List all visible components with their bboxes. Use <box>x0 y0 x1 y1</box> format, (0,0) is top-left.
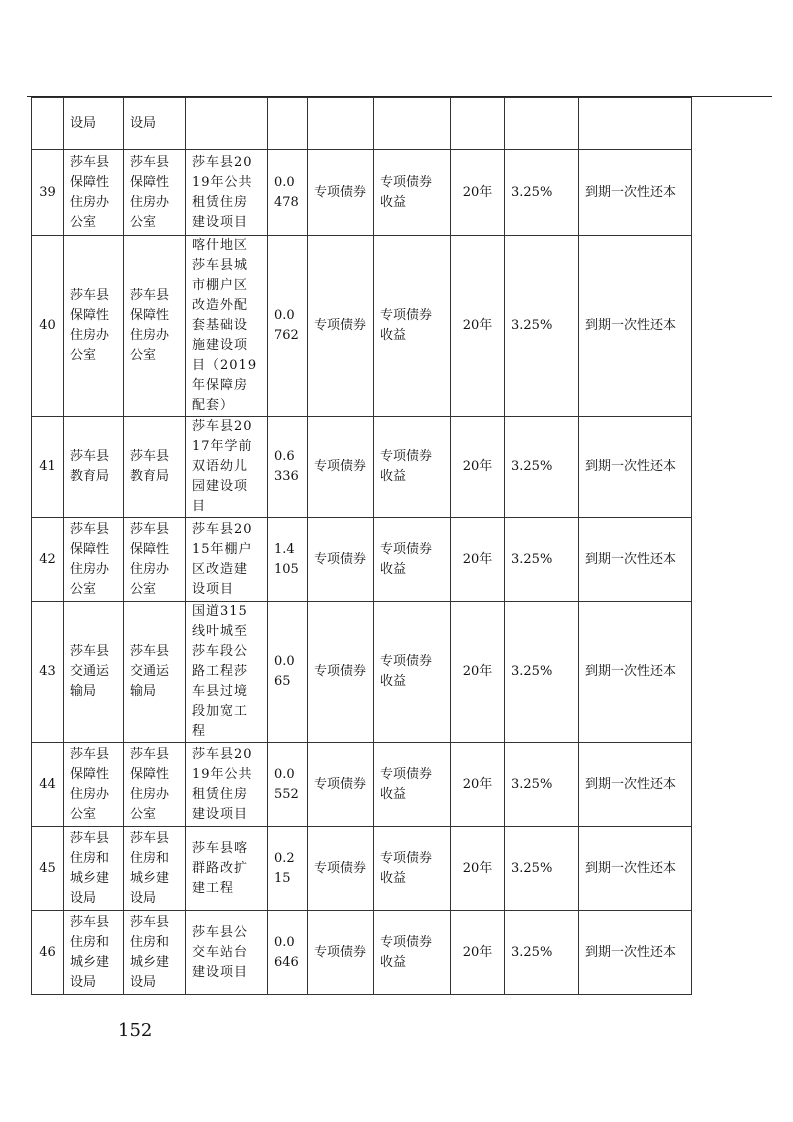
cell-issuing-unit: 莎车县保障性住房办公室 <box>64 150 124 236</box>
cell-user-unit: 莎车县住房和城乡建设局 <box>124 827 186 911</box>
cell-rate: 3.25% <box>505 518 579 602</box>
cell-project: 莎车县2019年公共租赁住房建设项目 <box>186 150 268 236</box>
cell-term: 20年 <box>451 911 505 995</box>
cell-bond-type: 专项债券 <box>308 827 374 911</box>
cell-project: 莎车县喀群路改扩建工程 <box>186 827 268 911</box>
table-row <box>32 827 692 911</box>
cell-project <box>186 98 268 150</box>
cell-rate <box>505 98 579 150</box>
cell-term: 20年 <box>451 236 505 417</box>
table-row <box>32 417 692 518</box>
cell-issuing-unit: 设局 <box>64 98 124 150</box>
cell-repay-source: 专项债券收益 <box>374 236 451 417</box>
cell-user-unit: 莎车县保障性住房办公室 <box>124 743 186 827</box>
cell-rate: 3.25% <box>505 743 579 827</box>
page-number: 152 <box>118 1020 153 1041</box>
cell-bond-type: 专项债券 <box>308 743 374 827</box>
cell-bond-type: 专项债券 <box>308 150 374 236</box>
cell-rate: 3.25% <box>505 827 579 911</box>
cell-user-unit: 莎车县交通运输局 <box>124 602 186 743</box>
cell-no: 44 <box>32 743 64 827</box>
cell-user-unit: 莎车县保障性住房办公室 <box>124 236 186 417</box>
table-row <box>32 236 692 417</box>
cell-rate: 3.25% <box>505 236 579 417</box>
cell-repay-method: 到期一次性还本 <box>579 827 692 911</box>
cell-no: 45 <box>32 827 64 911</box>
cell-term: 20年 <box>451 743 505 827</box>
cell-repay-method: 到期一次性还本 <box>579 602 692 743</box>
cell-repay-source: 专项债券收益 <box>374 602 451 743</box>
cell-repay-source: 专项债券收益 <box>374 911 451 995</box>
table-body <box>32 98 692 995</box>
cell-term <box>451 98 505 150</box>
cell-repay-method: 到期一次性还本 <box>579 743 692 827</box>
cell-no: 43 <box>32 602 64 743</box>
cell-repay-method: 到期一次性还本 <box>579 911 692 995</box>
table-row <box>32 743 692 827</box>
cell-term: 20年 <box>451 150 505 236</box>
table-row <box>32 602 692 743</box>
cell-issuing-unit: 莎车县教育局 <box>64 417 124 518</box>
cell-issuing-unit: 莎车县保障性住房办公室 <box>64 743 124 827</box>
cell-rate: 3.25% <box>505 417 579 518</box>
cell-repay-source: 专项债券收益 <box>374 518 451 602</box>
cell-project: 莎车县2015年棚户区改造建设项目 <box>186 518 268 602</box>
cell-repay-method <box>579 98 692 150</box>
cell-repay-method: 到期一次性还本 <box>579 518 692 602</box>
cell-amount <box>268 98 308 150</box>
cell-bond-type: 专项债券 <box>308 417 374 518</box>
cell-term: 20年 <box>451 602 505 743</box>
cell-bond-type <box>308 98 374 150</box>
cell-user-unit: 莎车县保障性住房办公室 <box>124 150 186 236</box>
cell-rate: 3.25% <box>505 911 579 995</box>
cell-user-unit: 设局 <box>124 98 186 150</box>
cell-issuing-unit: 莎车县交通运输局 <box>64 602 124 743</box>
table-row <box>32 911 692 995</box>
cell-user-unit: 莎车县保障性住房办公室 <box>124 518 186 602</box>
cell-issuing-unit: 莎车县住房和城乡建设局 <box>64 911 124 995</box>
cell-issuing-unit: 莎车县保障性住房办公室 <box>64 236 124 417</box>
cell-issuing-unit: 莎车县住房和城乡建设局 <box>64 827 124 911</box>
cell-user-unit: 莎车县教育局 <box>124 417 186 518</box>
bond-table <box>31 97 692 995</box>
cell-bond-type: 专项债券 <box>308 518 374 602</box>
cell-no: 39 <box>32 150 64 236</box>
cell-amount: 0.0552 <box>268 743 308 827</box>
cell-term: 20年 <box>451 827 505 911</box>
cell-project: 莎车县2017年学前双语幼儿园建设项目 <box>186 417 268 518</box>
cell-repay-method: 到期一次性还本 <box>579 236 692 417</box>
cell-no: 46 <box>32 911 64 995</box>
cell-repay-source: 专项债券收益 <box>374 743 451 827</box>
cell-repay-source: 专项债券收益 <box>374 827 451 911</box>
cell-bond-type: 专项债券 <box>308 236 374 417</box>
cell-no: 40 <box>32 236 64 417</box>
cell-no: 42 <box>32 518 64 602</box>
cell-bond-type: 专项债券 <box>308 602 374 743</box>
cell-rate: 3.25% <box>505 602 579 743</box>
cell-repay-method: 到期一次性还本 <box>579 150 692 236</box>
cell-no <box>32 98 64 150</box>
cell-amount: 0.0646 <box>268 911 308 995</box>
cell-repay-source: 专项债券收益 <box>374 417 451 518</box>
cell-rate: 3.25% <box>505 150 579 236</box>
cell-term: 20年 <box>451 518 505 602</box>
cell-project: 莎车县公交车站台建设项目 <box>186 911 268 995</box>
cell-issuing-unit: 莎车县保障性住房办公室 <box>64 518 124 602</box>
cell-user-unit: 莎车县住房和城乡建设局 <box>124 911 186 995</box>
cell-bond-type: 专项债券 <box>308 911 374 995</box>
cell-amount: 1.4105 <box>268 518 308 602</box>
cell-amount: 0.215 <box>268 827 308 911</box>
cell-project: 莎车县2019年公共租赁住房建设项目 <box>186 743 268 827</box>
cell-no: 41 <box>32 417 64 518</box>
cell-repay-source: 专项债券收益 <box>374 150 451 236</box>
cell-repay-method: 到期一次性还本 <box>579 417 692 518</box>
cell-amount: 0.0478 <box>268 150 308 236</box>
cell-project: 喀什地区莎车县城市棚户区改造外配套基础设施建设项目（2019年保障房配套） <box>186 236 268 417</box>
table-row <box>32 150 692 236</box>
cell-amount: 0.065 <box>268 602 308 743</box>
cell-term: 20年 <box>451 417 505 518</box>
cell-repay-source <box>374 98 451 150</box>
cell-amount: 0.0762 <box>268 236 308 417</box>
table-row <box>32 518 692 602</box>
table-row-continued <box>32 98 692 150</box>
cell-project: 国道315线叶城至莎车段公路工程莎车县过境段加宽工程 <box>186 602 268 743</box>
cell-amount: 0.6336 <box>268 417 308 518</box>
